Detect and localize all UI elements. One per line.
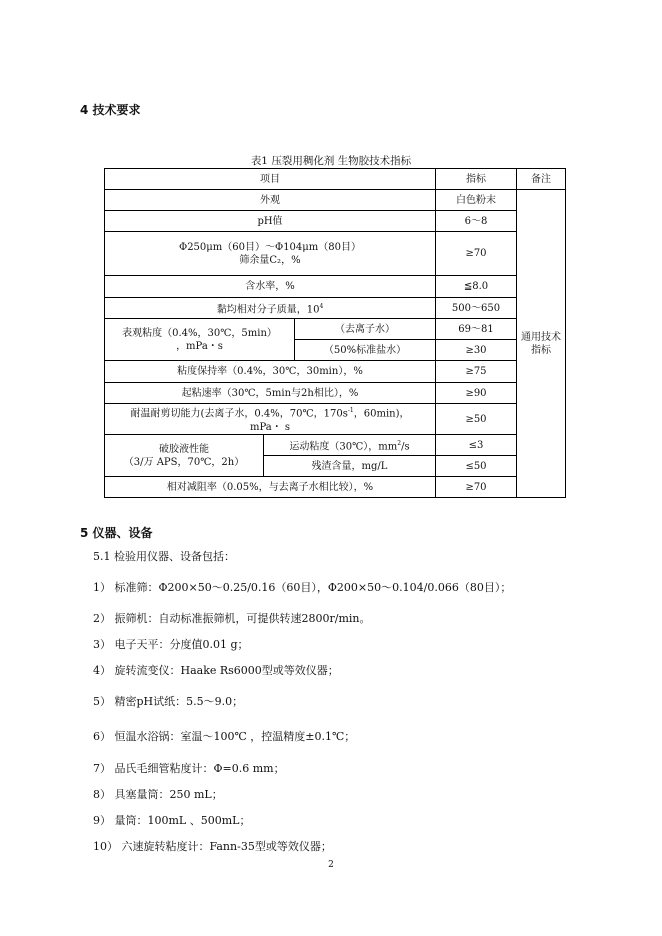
table-row <box>105 435 566 456</box>
list-item: 7） 品氏毛细管粘度计：Φ=0.6 mm； <box>93 762 285 775</box>
gel-breaking-sub2: 残渣含量，mg/L <box>264 456 436 477</box>
remark-cell: 通用技术指标 <box>517 190 566 498</box>
apparent-viscosity-sub2: （50%标准盐水） <box>295 340 436 361</box>
list-item: 2） 振筛机：自动标准振筛机，可提供转速2800r/min。 <box>93 612 371 625</box>
shear-resistance-text-a: 耐温耐剪切能力(去离子水，0.4%，70℃，170s <box>130 408 348 420</box>
row-molecular-weight-item <box>105 298 436 319</box>
list-item: 9） 量筒：100mL 、500mL； <box>93 814 251 827</box>
header-index: 指标 <box>436 169 517 190</box>
gel-breaking-sub1-unit: /s <box>401 441 410 453</box>
gel-breaking-sub1 <box>264 435 436 456</box>
gel-breaking-value1: ≤3 <box>436 435 517 456</box>
table-row <box>105 319 566 340</box>
row-shear-resistance-item <box>105 404 436 435</box>
list-item: 1） 标准筛：Φ200×50～0.25/0.16（60目），Φ200×50～0.104/0.066（80目）； <box>93 581 512 594</box>
row-viscosifying-rate-item: 起粘速率（30℃，5min与2h相比），% <box>105 383 436 404</box>
gel-breaking-label1: 破胶液性能 <box>159 443 209 455</box>
table-row <box>105 232 566 276</box>
row-appearance-item: 外观 <box>105 190 436 211</box>
row-ph-item: pH值 <box>105 211 436 232</box>
table-row <box>105 190 566 211</box>
row-sieve-item <box>105 232 436 276</box>
list-item: 8） 具塞量筒：250 mL； <box>93 788 223 801</box>
shear-resistance-line2: mPa・ s <box>249 421 291 433</box>
list-item: 10） 六速旋转粘度计：Fann-35型或等效仪器； <box>93 840 332 853</box>
row-drag-reduction-value: ≥70 <box>436 477 517 498</box>
row-moisture-item: 含水率，% <box>105 276 436 298</box>
header-remark: 备注 <box>517 169 566 190</box>
molecular-weight-label: 黏均相对分子质量，10 <box>216 304 320 316</box>
apparent-viscosity-label2: ，mPa・s <box>176 340 223 352</box>
section-5-intro: 5.1 检验用仪器、设备包括： <box>93 550 235 563</box>
row-sieve-line1: Φ250μm（60目）～Φ104μm（80目） <box>179 241 361 253</box>
table-row <box>105 298 566 319</box>
table-row <box>105 361 566 383</box>
gel-breaking-sub1-text: 运动粘度（30℃），mm <box>289 441 398 453</box>
gel-breaking-sub1-exponent: 2 <box>397 439 402 447</box>
row-viscosifying-rate-value: ≥90 <box>436 383 517 404</box>
molecular-weight-exponent: 4 <box>319 302 324 310</box>
table-row <box>105 211 566 232</box>
row-molecular-weight-value: 500～650 <box>436 298 517 319</box>
table-caption: 表1 压裂用稠化剂 生物胶技术指标 <box>250 155 412 167</box>
list-item: 6） 恒温水浴锅：室温～100℃ ，控温精度±0.1℃； <box>93 730 356 743</box>
table-row <box>105 276 566 298</box>
shear-resistance-text-b: ，60min)， <box>353 408 410 420</box>
table-row <box>105 477 566 498</box>
table-header-row <box>105 169 566 190</box>
row-viscosity-retention-item: 粘度保持率（0.4%，30℃，30min），% <box>105 361 436 383</box>
shear-resistance-line1 <box>108 404 432 420</box>
list-item: 3） 电子天平：分度值0.01 g； <box>93 638 249 651</box>
gel-breaking-value2: ≤50 <box>436 456 517 477</box>
row-viscosity-retention-value: ≥75 <box>436 361 517 383</box>
apparent-viscosity-label1: 表观粘度（0.4%，30℃，5min） <box>122 327 277 339</box>
apparent-viscosity-value1: 69～81 <box>436 319 517 340</box>
row-sieve-value: ≥70 <box>436 232 517 276</box>
table-row <box>105 404 566 435</box>
section-5-heading: 5 仪器、设备 <box>80 526 153 540</box>
header-item: 项目 <box>105 169 436 190</box>
row-shear-resistance-value: ≥50 <box>436 404 517 435</box>
list-item: 5） 精密pH试纸：5.5～9.0； <box>93 695 244 708</box>
page-number: 2 <box>328 860 334 870</box>
row-appearance-value: 白色粉末 <box>436 190 517 211</box>
section-4-heading: 4 技术要求 <box>80 103 141 117</box>
spec-table <box>104 168 566 498</box>
row-drag-reduction-item: 相对减阻率（0.05%，与去离子水相比较），% <box>105 477 436 498</box>
row-ph-value: 6～8 <box>436 211 517 232</box>
row-gel-breaking-item <box>105 435 264 477</box>
row-sieve-line2: 筛余量C₂，% <box>239 254 301 266</box>
apparent-viscosity-value2: ≥30 <box>436 340 517 361</box>
row-apparent-viscosity-item <box>105 319 295 361</box>
list-item: 4） 旋转流变仪：Haake Rs6000型或等效仪器； <box>93 664 339 677</box>
shear-resistance-exponent: -1 <box>347 407 354 415</box>
apparent-viscosity-sub1: （去离子水） <box>295 319 436 340</box>
row-moisture-value: ≦8.0 <box>436 276 517 298</box>
gel-breaking-label2: （3/万 APS，70℃，2h） <box>123 456 245 468</box>
table-row <box>105 383 566 404</box>
